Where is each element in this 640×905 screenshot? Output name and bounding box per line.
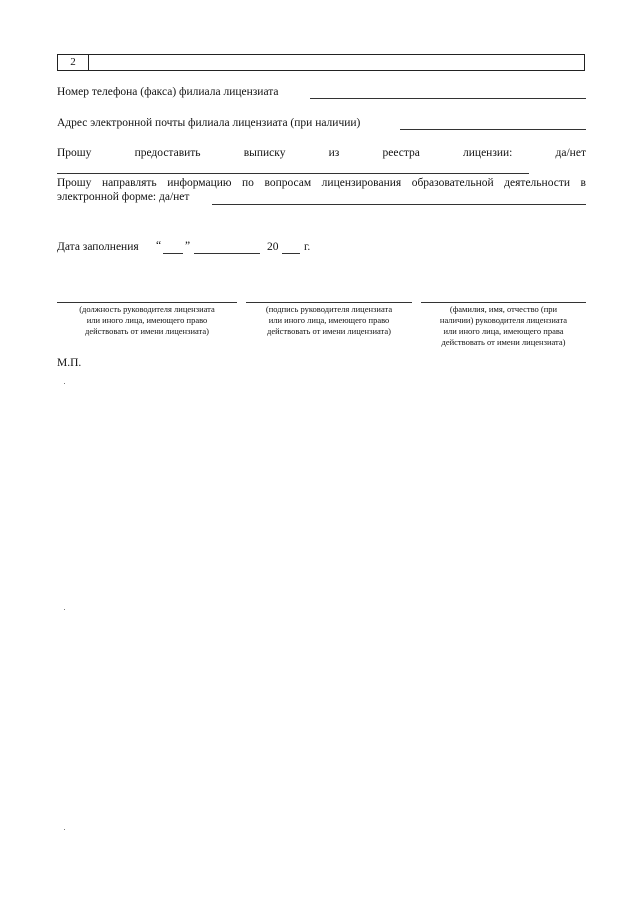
extract-word: лицензии:	[463, 147, 513, 159]
phone-field[interactable]	[310, 98, 586, 99]
fill-date-label: Дата заполнения	[57, 241, 139, 253]
position-line[interactable]	[57, 302, 237, 303]
scan-speck	[64, 829, 65, 830]
year-prefix: 20	[267, 241, 279, 253]
extract-yes-no[interactable]: да/нет	[555, 147, 586, 159]
page-number: 2	[58, 55, 89, 70]
extract-word: выписку	[243, 147, 286, 159]
signature-caption: (подпись руководителя лицензиата или иного лица, имеющего право действовать от имени лицензиата)	[265, 304, 393, 336]
year-field[interactable]	[282, 253, 300, 254]
extract-word: из	[328, 147, 340, 159]
extract-word: предоставить	[134, 147, 201, 159]
email-field[interactable]	[400, 129, 586, 130]
seal-label: М.П.	[57, 357, 82, 369]
electronic-request-line1: Прошу направлять информацию по вопросам лицензирования образовательной деятельности в	[57, 177, 586, 189]
phone-label: Номер телефона (факса) филиала лицензиата	[57, 86, 279, 98]
day-field[interactable]	[163, 253, 183, 254]
scan-speck	[64, 609, 65, 610]
email-label: Адрес электронной почты филиала лицензиата (при наличии)	[57, 117, 361, 129]
fullname-caption: (фамилия, имя, отчество (при наличии) руководителя лицензиата или иного лица, имеющего права действовать от имени лицензиата)	[439, 304, 568, 347]
signature-line[interactable]	[246, 302, 412, 303]
fullname-line[interactable]	[421, 302, 586, 303]
electronic-request-line2: электронной форме: да/нет	[57, 191, 190, 203]
date-close-quote: ”	[185, 240, 191, 252]
date-open-quote: “	[156, 240, 162, 252]
year-suffix: г.	[304, 241, 311, 253]
month-field[interactable]	[194, 253, 260, 254]
extract-underline	[57, 173, 529, 174]
extract-request-row	[57, 147, 586, 159]
extract-word: реестра	[382, 147, 420, 159]
electronic-field[interactable]	[212, 204, 586, 205]
position-caption: (должность руководителя лицензиата или иного лица, имеющего право действовать от имени лицензиата)	[79, 304, 215, 336]
page-number-box	[57, 54, 585, 71]
extract-word: Прошу	[57, 147, 92, 159]
scan-speck	[64, 383, 65, 384]
